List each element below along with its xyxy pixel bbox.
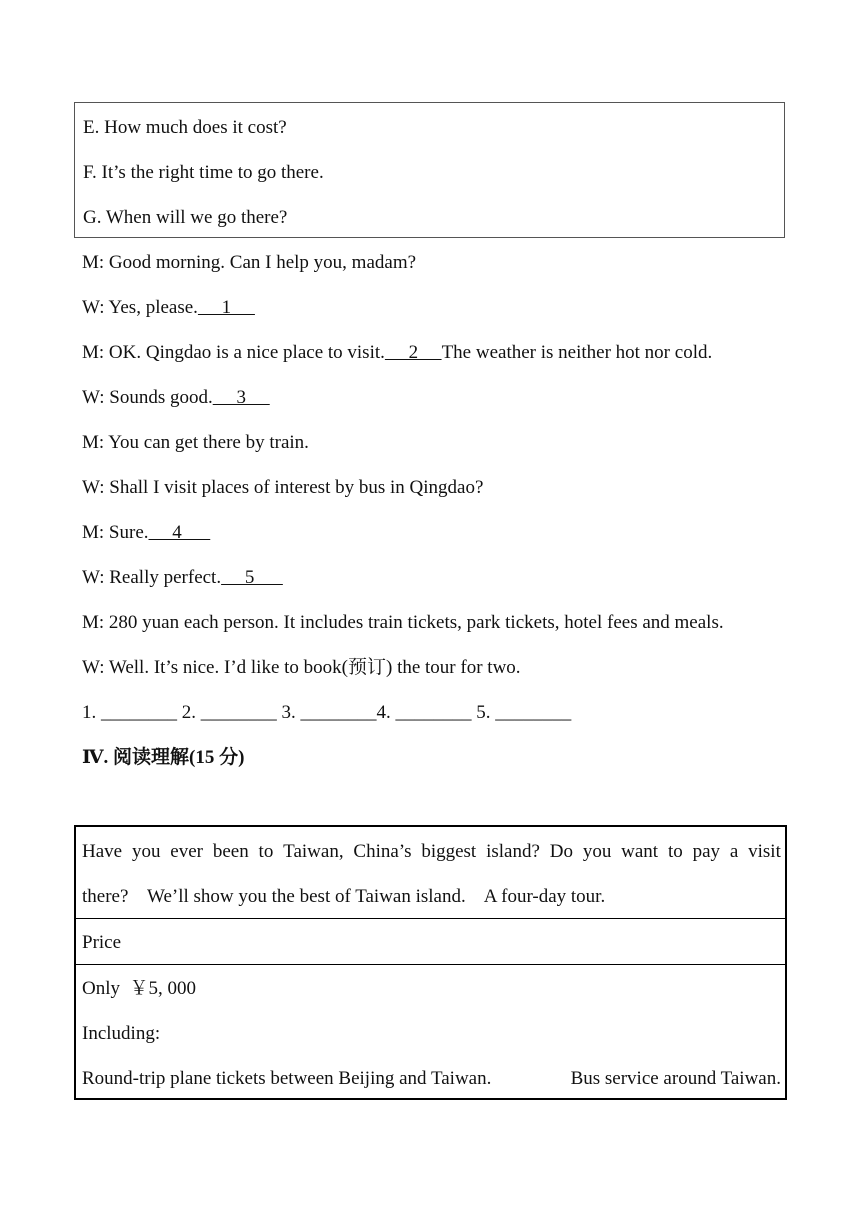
option-e: E. How much does it cost? — [83, 117, 287, 138]
dialogue-line: M: 280 yuan each person. It includes train tickets, park tickets, hotel fees and meals. — [82, 612, 724, 633]
dialogue-line: W: Shall I visit places of interest by bus in Qingdao? — [82, 477, 484, 498]
blank-1: 1 — [197, 297, 255, 318]
ad-price-header-row — [76, 918, 785, 965]
dialogue-line: W: Well. It’s nice. I’d like to book(预订) the tour for two. — [82, 657, 521, 678]
dialogue-line: W: Really perfect. 5 — [82, 567, 283, 588]
dialogue-line: W: Sounds good. 3 — [82, 387, 270, 408]
dialogue-line: M: You can get there by train. — [82, 432, 309, 453]
section-heading: Ⅳ. 阅读理解(15 分) — [82, 747, 245, 768]
ad-table — [74, 825, 787, 1100]
price-label: Price — [82, 932, 122, 953]
answer-line: 1. ________ 2. ________ 3. ________4. ________ 5. ________ — [82, 702, 572, 723]
blank-2: 2 — [384, 342, 442, 363]
dialogue-line: W: Yes, please. 1 — [82, 297, 255, 318]
ad-intro-line-2: there? We’ll show you the best of Taiwan island. A four-day tour. — [82, 886, 606, 907]
price-value: Only ￥5, 000 — [82, 978, 197, 999]
dialogue-line: M: OK. Qingdao is a nice place to visit. 2 The weather is neither hot nor cold. — [82, 342, 713, 363]
ad-intro-row — [76, 827, 785, 919]
including-label: Including: — [82, 1023, 161, 1044]
including-line: Round-trip plane tickets between Beijing and Taiwan. Bus service around Taiwan. — [82, 1068, 781, 1089]
option-f: F. It’s the right time to go there. — [83, 162, 324, 183]
blank-5: 5 — [221, 567, 283, 588]
options-box — [74, 102, 785, 238]
blank-4: 4 — [148, 522, 211, 543]
ad-price-row — [76, 964, 785, 1098]
option-g: G. When will we go there? — [83, 207, 288, 228]
dialogue-line: M: Good morning. Can I help you, madam? — [82, 252, 417, 273]
dialogue-line: M: Sure. 4 — [82, 522, 211, 543]
ad-intro-line-1: Have you ever been to Taiwan, China’s biggest island? Do you want to pay a visit — [82, 841, 781, 862]
blank-3: 3 — [212, 387, 270, 408]
